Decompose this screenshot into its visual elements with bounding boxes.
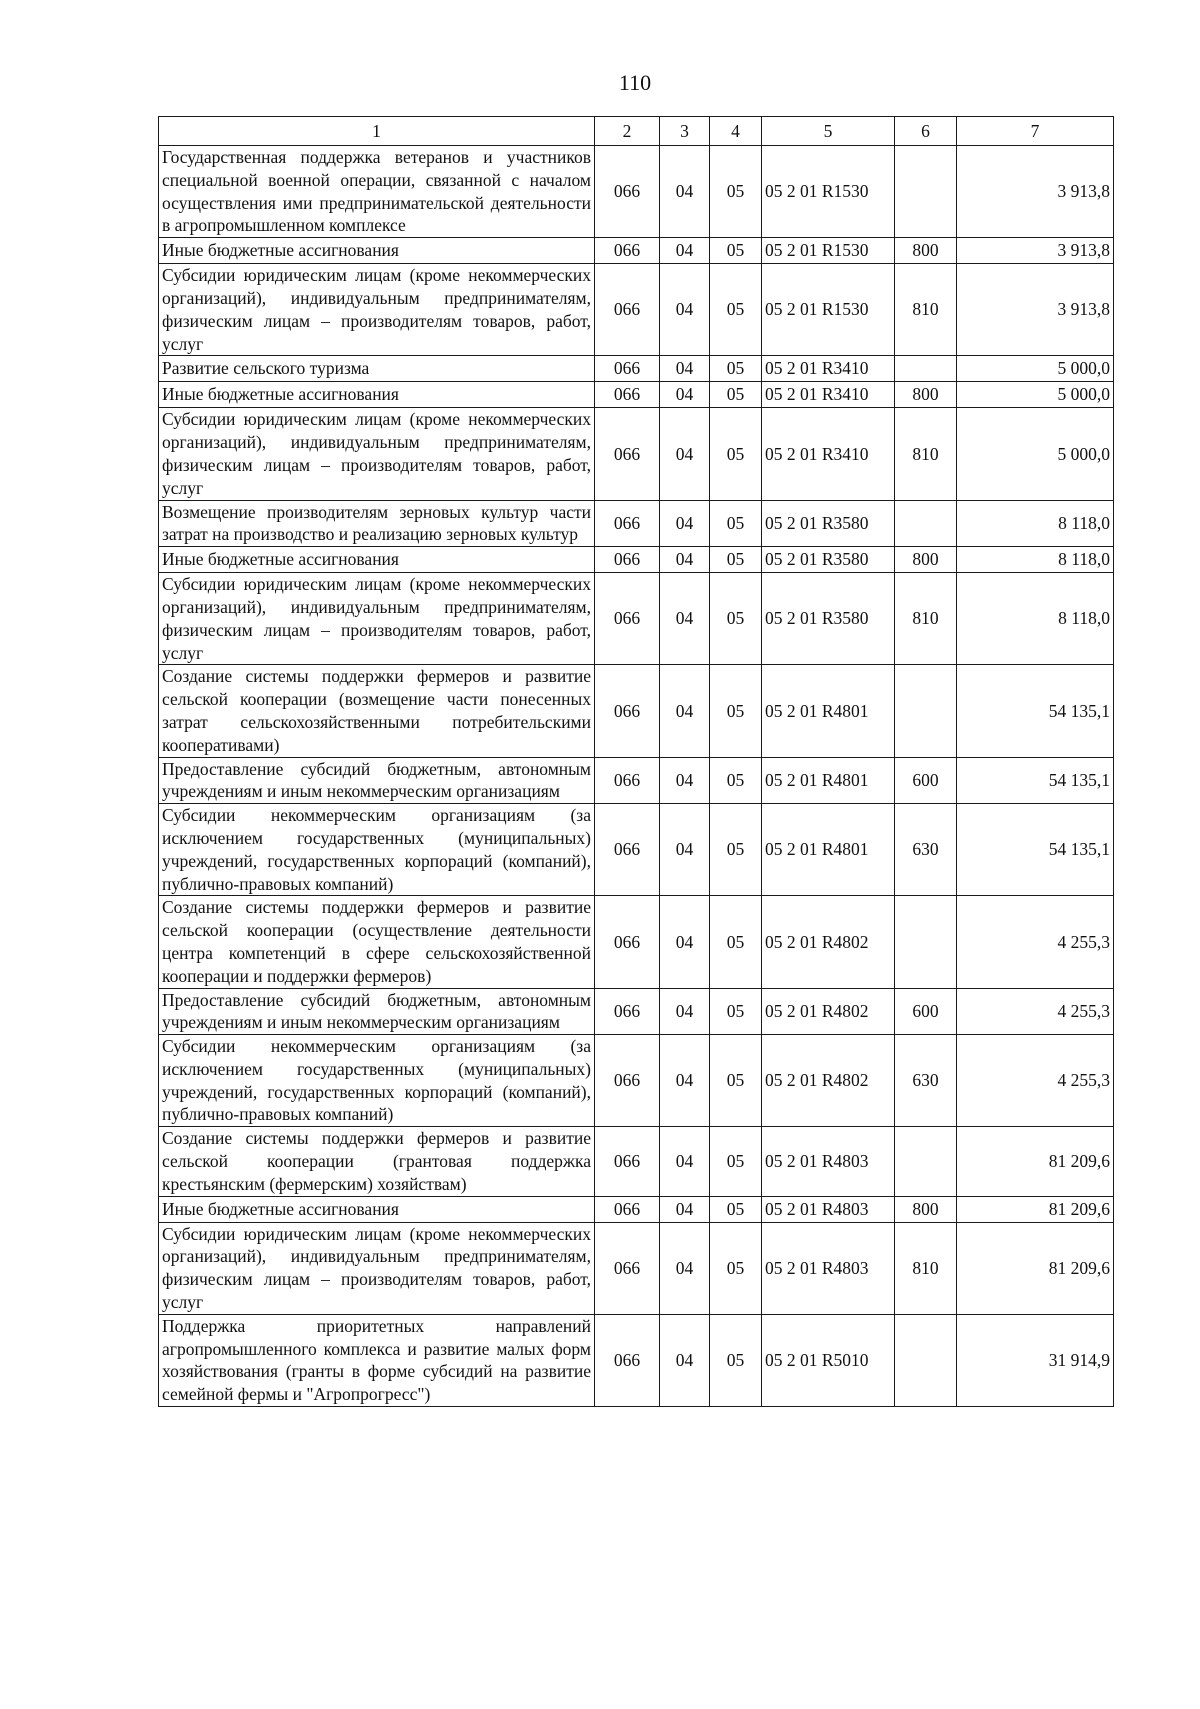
target-article-code: 05 2 01 R4803 bbox=[762, 1222, 895, 1314]
table-row bbox=[159, 264, 1114, 356]
ministry-code: 066 bbox=[595, 757, 660, 804]
amount: 31 914,9 bbox=[957, 1314, 1114, 1406]
section-code: 04 bbox=[660, 988, 710, 1035]
row-description: Субсидии некоммерческим организациям (за исключением государственных (муниципальных) учреждений, государственных корпораций (компаний), публично-правовых компаний) bbox=[159, 804, 595, 896]
ministry-code: 066 bbox=[595, 382, 660, 408]
ministry-code: 066 bbox=[595, 1314, 660, 1406]
ministry-code: 066 bbox=[595, 988, 660, 1035]
expense-type-code: 630 bbox=[895, 804, 957, 896]
subsection-code: 05 bbox=[710, 1314, 762, 1406]
subsection-code: 05 bbox=[710, 804, 762, 896]
expense-type-code bbox=[895, 1314, 957, 1406]
ministry-code: 066 bbox=[595, 1222, 660, 1314]
table-row bbox=[159, 896, 1114, 988]
amount: 4 255,3 bbox=[957, 1035, 1114, 1127]
subsection-code: 05 bbox=[710, 665, 762, 757]
ministry-code: 066 bbox=[595, 264, 660, 356]
ministry-code: 066 bbox=[595, 238, 660, 264]
amount: 4 255,3 bbox=[957, 896, 1114, 988]
subsection-code: 05 bbox=[710, 408, 762, 500]
target-article-code: 05 2 01 R4802 bbox=[762, 1035, 895, 1127]
amount: 8 118,0 bbox=[957, 500, 1114, 547]
table-row bbox=[159, 757, 1114, 804]
row-description: Субсидии юридическим лицам (кроме некоммерческих организаций), индивидуальным предпринимателям, физическим лицам – производителям товаров, работ, услуг bbox=[159, 408, 595, 500]
subsection-code: 05 bbox=[710, 356, 762, 382]
row-description: Поддержка приоритетных направлений агропромышленного комплекса и развитие малых форм хозяйствования (гранты в форме субсидий на развитие семейной фермы и "Агропрогресс") bbox=[159, 1314, 595, 1406]
section-code: 04 bbox=[660, 665, 710, 757]
amount: 81 209,6 bbox=[957, 1222, 1114, 1314]
expense-type-code: 600 bbox=[895, 757, 957, 804]
table-row bbox=[159, 382, 1114, 408]
ministry-code: 066 bbox=[595, 500, 660, 547]
section-code: 04 bbox=[660, 146, 710, 238]
row-description: Государственная поддержка ветеранов и участников специальной военной операции, связанной с началом осуществления ими предпринимательской деятельности в агропромышленном комплексе bbox=[159, 146, 595, 238]
table-row bbox=[159, 1196, 1114, 1222]
expense-type-code: 630 bbox=[895, 1035, 957, 1127]
subsection-code: 05 bbox=[710, 500, 762, 547]
subsection-code: 05 bbox=[710, 238, 762, 264]
table-row bbox=[159, 547, 1114, 573]
row-description: Возмещение производителям зерновых культур части затрат на производство и реализацию зерновых культур bbox=[159, 500, 595, 547]
table-row bbox=[159, 1314, 1114, 1406]
ministry-code: 066 bbox=[595, 665, 660, 757]
subsection-code: 05 bbox=[710, 264, 762, 356]
target-article-code: 05 2 01 R3410 bbox=[762, 408, 895, 500]
ministry-code: 066 bbox=[595, 1035, 660, 1127]
row-description: Создание системы поддержки фермеров и развитие сельской кооперации (осуществление деятельности центра компетенций в сфере сельскохозяйственной кооперации и поддержки фермеров) bbox=[159, 896, 595, 988]
section-code: 04 bbox=[660, 1314, 710, 1406]
target-article-code: 05 2 01 R1530 bbox=[762, 146, 895, 238]
budget-table bbox=[158, 116, 1114, 1407]
section-code: 04 bbox=[660, 1127, 710, 1196]
section-code: 04 bbox=[660, 500, 710, 547]
table-row bbox=[159, 356, 1114, 382]
section-code: 04 bbox=[660, 573, 710, 665]
amount: 5 000,0 bbox=[957, 356, 1114, 382]
column-header: 5 bbox=[762, 117, 895, 146]
subsection-code: 05 bbox=[710, 547, 762, 573]
expense-type-code: 800 bbox=[895, 547, 957, 573]
ministry-code: 066 bbox=[595, 356, 660, 382]
table-row bbox=[159, 804, 1114, 896]
section-code: 04 bbox=[660, 356, 710, 382]
target-article-code: 05 2 01 R3410 bbox=[762, 382, 895, 408]
table-row bbox=[159, 408, 1114, 500]
expense-type-code: 810 bbox=[895, 1222, 957, 1314]
column-header: 1 bbox=[159, 117, 595, 146]
target-article-code: 05 2 01 R4803 bbox=[762, 1196, 895, 1222]
row-description: Субсидии юридическим лицам (кроме некоммерческих организаций), индивидуальным предпринимателям, физическим лицам – производителям товаров, работ, услуг bbox=[159, 573, 595, 665]
table-row bbox=[159, 1127, 1114, 1196]
target-article-code: 05 2 01 R1530 bbox=[762, 264, 895, 356]
table-row bbox=[159, 988, 1114, 1035]
table-row bbox=[159, 665, 1114, 757]
target-article-code: 05 2 01 R3580 bbox=[762, 573, 895, 665]
section-code: 04 bbox=[660, 1196, 710, 1222]
target-article-code: 05 2 01 R4802 bbox=[762, 988, 895, 1035]
subsection-code: 05 bbox=[710, 1196, 762, 1222]
table-row bbox=[159, 573, 1114, 665]
ministry-code: 066 bbox=[595, 408, 660, 500]
amount: 5 000,0 bbox=[957, 408, 1114, 500]
amount: 81 209,6 bbox=[957, 1196, 1114, 1222]
amount: 3 913,8 bbox=[957, 264, 1114, 356]
row-description: Предоставление субсидий бюджетным, автономным учреждениям и иным некоммерческим организациям bbox=[159, 988, 595, 1035]
subsection-code: 05 bbox=[710, 146, 762, 238]
target-article-code: 05 2 01 R3410 bbox=[762, 356, 895, 382]
section-code: 04 bbox=[660, 896, 710, 988]
expense-type-code bbox=[895, 1127, 957, 1196]
table-row bbox=[159, 1035, 1114, 1127]
target-article-code: 05 2 01 R4801 bbox=[762, 804, 895, 896]
amount: 54 135,1 bbox=[957, 804, 1114, 896]
table-header-row bbox=[159, 117, 1114, 146]
row-description: Субсидии юридическим лицам (кроме некоммерческих организаций), индивидуальным предпринимателям, физическим лицам – производителям товаров, работ, услуг bbox=[159, 264, 595, 356]
section-code: 04 bbox=[660, 1035, 710, 1127]
row-description: Субсидии некоммерческим организациям (за исключением государственных (муниципальных) учреждений, государственных корпораций (компаний), публично-правовых компаний) bbox=[159, 1035, 595, 1127]
column-header: 3 bbox=[660, 117, 710, 146]
row-description: Создание системы поддержки фермеров и развитие сельской кооперации (возмещение части понесенных затрат сельскохозяйственными потребительскими кооперативами) bbox=[159, 665, 595, 757]
expense-type-code: 810 bbox=[895, 573, 957, 665]
amount: 4 255,3 bbox=[957, 988, 1114, 1035]
section-code: 04 bbox=[660, 757, 710, 804]
table-body bbox=[159, 146, 1114, 1407]
ministry-code: 066 bbox=[595, 547, 660, 573]
section-code: 04 bbox=[660, 264, 710, 356]
expense-type-code: 600 bbox=[895, 988, 957, 1035]
table-row bbox=[159, 238, 1114, 264]
target-article-code: 05 2 01 R3580 bbox=[762, 500, 895, 547]
target-article-code: 05 2 01 R4802 bbox=[762, 896, 895, 988]
expense-type-code bbox=[895, 500, 957, 547]
expense-type-code bbox=[895, 146, 957, 238]
column-header: 6 bbox=[895, 117, 957, 146]
expense-type-code: 800 bbox=[895, 382, 957, 408]
ministry-code: 066 bbox=[595, 1196, 660, 1222]
target-article-code: 05 2 01 R5010 bbox=[762, 1314, 895, 1406]
expense-type-code bbox=[895, 665, 957, 757]
column-header: 7 bbox=[957, 117, 1114, 146]
expense-type-code: 810 bbox=[895, 264, 957, 356]
target-article-code: 05 2 01 R1530 bbox=[762, 238, 895, 264]
row-description: Субсидии юридическим лицам (кроме некоммерческих организаций), индивидуальным предпринимателям, физическим лицам – производителям товаров, работ, услуг bbox=[159, 1222, 595, 1314]
amount: 54 135,1 bbox=[957, 757, 1114, 804]
expense-type-code: 800 bbox=[895, 1196, 957, 1222]
amount: 81 209,6 bbox=[957, 1127, 1114, 1196]
amount: 8 118,0 bbox=[957, 547, 1114, 573]
subsection-code: 05 bbox=[710, 382, 762, 408]
expense-type-code bbox=[895, 896, 957, 988]
amount: 3 913,8 bbox=[957, 146, 1114, 238]
section-code: 04 bbox=[660, 382, 710, 408]
amount: 54 135,1 bbox=[957, 665, 1114, 757]
row-description: Предоставление субсидий бюджетным, автономным учреждениям и иным некоммерческим организациям bbox=[159, 757, 595, 804]
page-number: 110 bbox=[618, 70, 652, 95]
expense-type-code: 810 bbox=[895, 408, 957, 500]
column-header: 4 bbox=[710, 117, 762, 146]
row-description: Иные бюджетные ассигнования bbox=[159, 1196, 595, 1222]
table-row bbox=[159, 1222, 1114, 1314]
row-description: Иные бюджетные ассигнования bbox=[159, 382, 595, 408]
ministry-code: 066 bbox=[595, 804, 660, 896]
amount: 5 000,0 bbox=[957, 382, 1114, 408]
ministry-code: 066 bbox=[595, 896, 660, 988]
ministry-code: 066 bbox=[595, 1127, 660, 1196]
subsection-code: 05 bbox=[710, 757, 762, 804]
section-code: 04 bbox=[660, 238, 710, 264]
subsection-code: 05 bbox=[710, 1127, 762, 1196]
target-article-code: 05 2 01 R4801 bbox=[762, 665, 895, 757]
amount: 3 913,8 bbox=[957, 238, 1114, 264]
section-code: 04 bbox=[660, 408, 710, 500]
expense-type-code: 800 bbox=[895, 238, 957, 264]
amount: 8 118,0 bbox=[957, 573, 1114, 665]
section-code: 04 bbox=[660, 804, 710, 896]
table-row bbox=[159, 146, 1114, 238]
section-code: 04 bbox=[660, 547, 710, 573]
target-article-code: 05 2 01 R4801 bbox=[762, 757, 895, 804]
section-code: 04 bbox=[660, 1222, 710, 1314]
subsection-code: 05 bbox=[710, 573, 762, 665]
column-header: 2 bbox=[595, 117, 660, 146]
row-description: Развитие сельского туризма bbox=[159, 356, 595, 382]
row-description: Создание системы поддержки фермеров и развитие сельской кооперации (грантовая поддержка крестьянским (фермерским) хозяйствам) bbox=[159, 1127, 595, 1196]
target-article-code: 05 2 01 R3580 bbox=[762, 547, 895, 573]
ministry-code: 066 bbox=[595, 573, 660, 665]
subsection-code: 05 bbox=[710, 1035, 762, 1127]
subsection-code: 05 bbox=[710, 896, 762, 988]
subsection-code: 05 bbox=[710, 1222, 762, 1314]
target-article-code: 05 2 01 R4803 bbox=[762, 1127, 895, 1196]
subsection-code: 05 bbox=[710, 988, 762, 1035]
ministry-code: 066 bbox=[595, 146, 660, 238]
row-description: Иные бюджетные ассигнования bbox=[159, 238, 595, 264]
table-row bbox=[159, 500, 1114, 547]
row-description: Иные бюджетные ассигнования bbox=[159, 547, 595, 573]
expense-type-code bbox=[895, 356, 957, 382]
